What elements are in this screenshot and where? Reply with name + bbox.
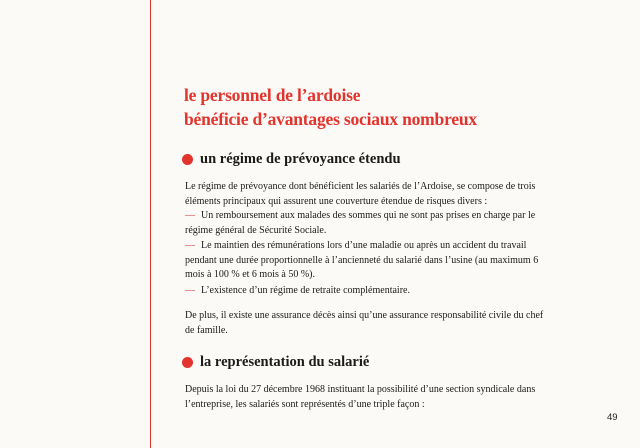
page-number: 49 — [607, 412, 618, 423]
red-bullet-icon — [182, 154, 193, 165]
text-line: de famille. — [185, 324, 228, 336]
text-line: Un remboursement aux malades des sommes qui ne sont pas prises en charge par le — [201, 210, 536, 221]
list-item — [185, 239, 625, 283]
list-item — [185, 284, 625, 299]
closing-paragraph — [185, 309, 625, 338]
title-line-2: bénéficie d’avantages sociaux nombreux — [184, 109, 477, 129]
text-line: Le maintien des rémunérations lors d’une maladie ou après un accident du travail — [201, 240, 527, 251]
section-heading-representation — [182, 351, 622, 373]
section-title: la représentation du salarié — [200, 353, 370, 370]
dash-marker: — — [185, 240, 195, 251]
page-title — [184, 83, 624, 131]
dash-marker: — — [185, 285, 195, 296]
text-line: mois à 100 % et 6 mois à 50 %). — [185, 269, 315, 280]
text-line: éléments principaux qui assurent une couverture étendue de risques divers : — [185, 195, 488, 207]
intro-paragraph — [185, 180, 625, 209]
text-line: L’existence d’un régime de retraite complémentaire. — [201, 285, 410, 296]
dash-marker: — — [185, 210, 195, 221]
section-heading-prevoyance — [182, 148, 622, 170]
list-item — [185, 209, 625, 238]
text-line: pendant une durée proportionnelle à l’ancienneté du salarié dans l’usine (au maximum 6 — [185, 254, 539, 266]
text-line: Depuis la loi du 27 décembre 1968 instituant la possibilité d’une section syndicale dans — [185, 384, 536, 395]
intro-paragraph — [185, 383, 625, 412]
text-line: l’entreprise, les salariés sont représentés d’une triple façon : — [185, 398, 425, 410]
text-line: De plus, il existe une assurance décès ainsi qu’une assurance responsabilité civile du chef — [185, 310, 544, 321]
red-bullet-icon — [182, 357, 193, 368]
section-title: un régime de prévoyance étendu — [200, 150, 401, 167]
margin-rule — [150, 0, 151, 448]
title-line-1: le personnel de l’ardoise — [184, 85, 361, 105]
text-line: Le régime de prévoyance dont bénéficient les salariés de l’Ardoise, se compose de trois — [185, 181, 536, 192]
text-line: régime général de Sécurité Sociale. — [185, 224, 327, 236]
